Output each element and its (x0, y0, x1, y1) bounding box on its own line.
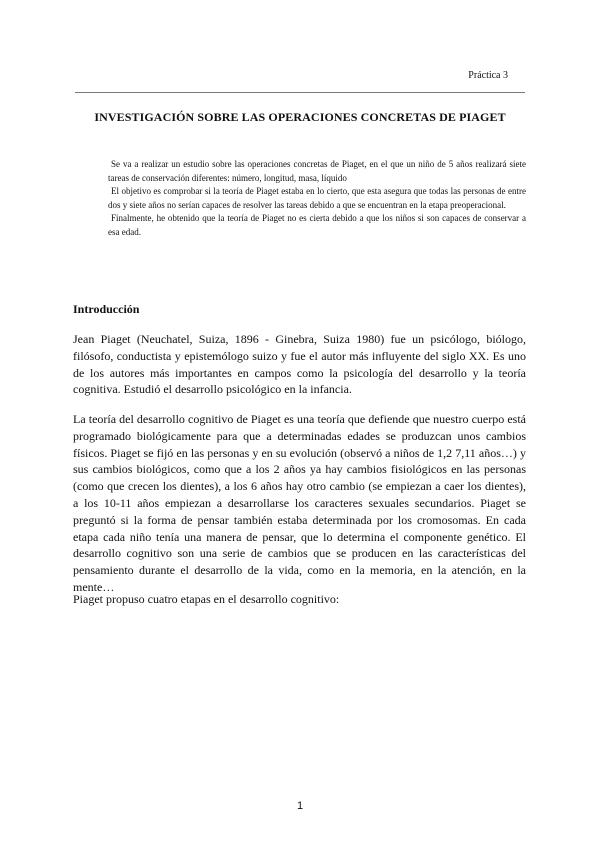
abstract-paragraph: Finalmente, he obtenido que la teoría de Piaget no es cierta debido a que los niños si son capaces de conservar a esa edad. (108, 213, 526, 237)
paragraph-text: La teoría del desarrollo cognitivo de Piaget es una teoría que defiende que nuestro cuerpo está programado biológicamente para que a determinadas edades se produzcan unos cambios físicos. Piaget se fijó en las personas y en su evolución (observó a niños de 1,2 7,11 años…) y sus cambios biológicos, como que a los 2 años ya hay cambios fisiológicos en las personas (como que crecen los dientes), a los 6 años hay otro cambio (se empiezan a caer los dientes), a los 10-11 años empiezan a desarrollarse los caracteres sexuales secundarios. Piaget se preguntó si la forma de pensar también estaba determinada por los cromosomas. En cada etapa cada niño tenía una manera de pensar, que lo determina el componente genético. El desarrollo cognitivo son una serie de cambios que se producen en las características del pensamiento durante el desarrollo de la vida, como en la memoria, en la atención, en la mente… (73, 412, 526, 594)
body-paragraph (73, 591, 526, 608)
section-heading-introduccion: Introducción (73, 302, 140, 316)
paragraph-text: Piaget propuso cuatro etapas en el desarrollo cognitivo: (73, 592, 340, 606)
body-paragraph (73, 411, 526, 596)
abstract (108, 158, 526, 239)
header-rule (75, 92, 525, 93)
document-title: INVESTIGACIÓN SOBRE LAS OPERACIONES CONCRETAS DE PIAGET (94, 110, 506, 124)
body-paragraph (73, 331, 526, 398)
abstract-paragraph: Se va a realizar un estudio sobre las operaciones concretas de Piaget, en el que un niño de 5 años realizará siete tareas de conservación diferentes: número, longitud, masa, líquido (108, 159, 526, 183)
paragraph-text: Jean Piaget (Neuchatel, Suiza, 1896 - Ginebra, Suiza 1980) fue un psicólogo, biólogo, filósofo, conductista y epistemólogo suizo y fue el autor más influyente del siglo XX. Es uno de los autores más importantes en campos como la psicología del desarrollo y la teoría cognitiva. Estudió el desarrollo psicológico en la infancia. (73, 332, 526, 397)
abstract-paragraph: El objetivo es comprobar si la teoría de Piaget estaba en lo cierto, que esta asegura que todas las personas de entre dos y siete años no serían capaces de resolver las tareas debido a que se encuentran en la etapa preoperacional. (108, 186, 526, 210)
running-header: Práctica 3 (468, 70, 508, 81)
page-number: 1 (296, 800, 304, 812)
